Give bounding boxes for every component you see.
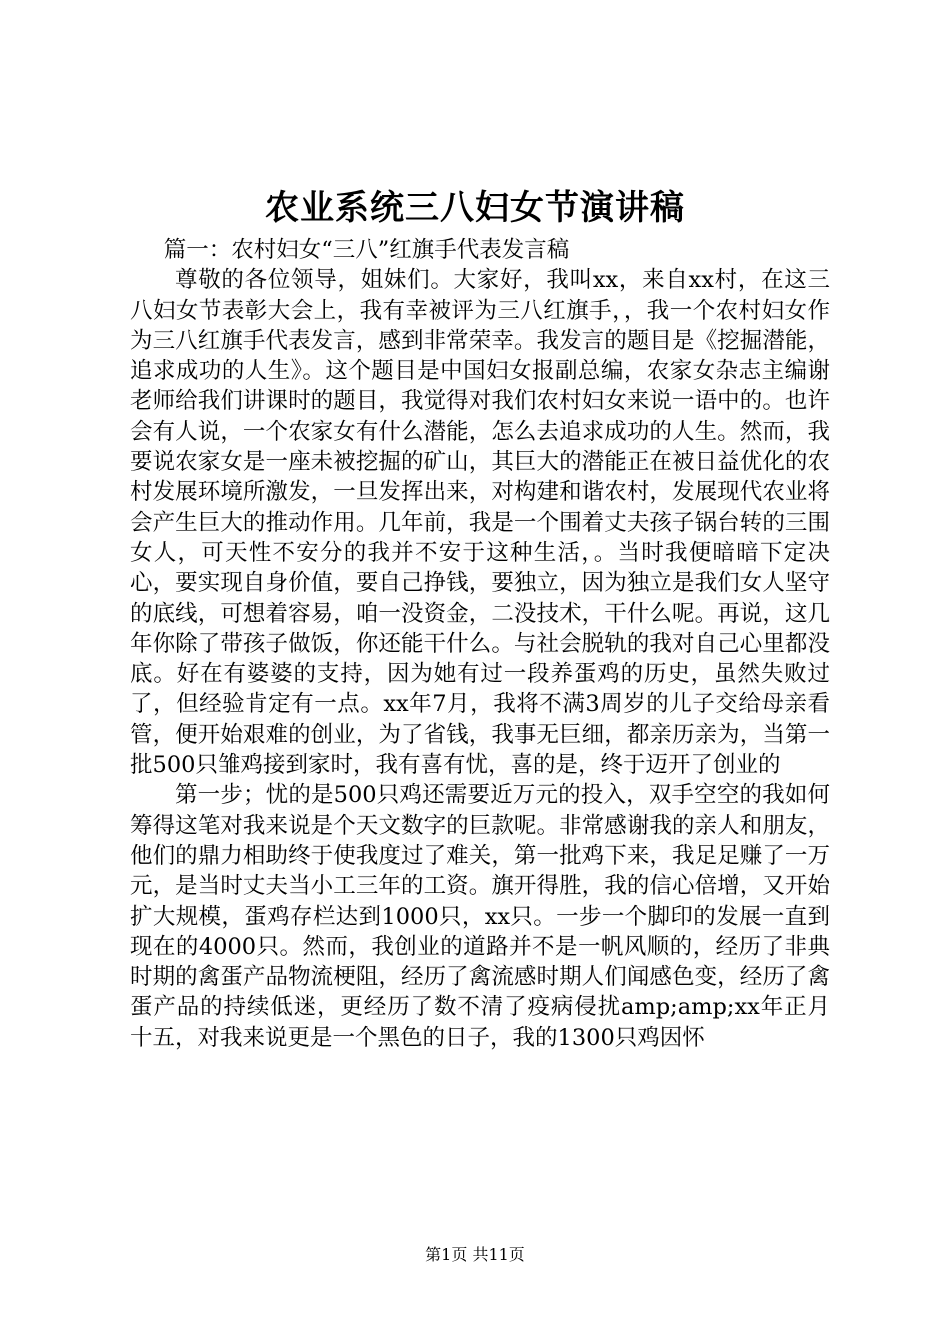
document-title: 农业系统三八妇女节演讲稿 bbox=[265, 188, 685, 228]
page-footer: 第1页 共11页 bbox=[425, 1245, 525, 1264]
body-paragraph: 第一步；忧的是500只鸡还需要近万元的投入，双手空空的我如何筹得这笔对我来说是个天文数字的巨款呢。非常感谢我的亲人和朋友，他们的鼎力相助终于使我度过了难关，第一批鸡下来，我足足赚了一万元，是当时丈夫当小工三年的工资。旗开得胜，我的信心倍增，又开始扩大规模，蛋鸡存栏达到1000只，xx只。一步一个脚印的发展一直到现在的4000只。然而，我创业的道路并不是一帆风顺的，经历了非典时期的禽蛋产品物流梗阻，经历了禽流感时期人们闻感色变，经历了禽蛋产品的持续低迷，更经历了数不清了疫病侵扰amp;amp;xx年正月十五，对我来说更是一个黑色的日子，我的1300只鸡因怀 bbox=[130, 782, 830, 1051]
document-body bbox=[130, 235, 830, 1053]
body-paragraph: 尊敬的各位领导，姐妹们。大家好，我叫xx，来自xx村，在这三八妇女节表彰大会上，我有幸被评为三八红旗手，，我一个农村妇女作为三八红旗手代表发言，感到非常荣幸。我发言的题目是《挖掘潜能，追求成功的人生》。这个题目是中国妇女报副总编，农家女杂志主编谢老师给我们讲课时的题目，我觉得对我们农村妇女来说一语中的。也许会有人说，一个农家女有什么潜能，怎么去追求成功的人生。然而，我要说农家女是一座未被挖掘的矿山，其巨大的潜能正在被日益优化的农村发展环境所激发，一旦发挥出来，对构建和谐农村，发展现代农业将会产生巨大的推动作用。几年前，我是一个围着丈夫孩子锅台转的三围女人，可天性不安分的我并不安于这种生活，。当时我便暗暗下定决心，要实现自身价值，要自己挣钱，要独立，因为独立是我们女人坚守的底线，可想着容易，咱一没资金，二没技术，干什么呢。再说，这几年你除了带孩子做饭，你还能干什么。与社会脱轨的我对自己心里都没底。好在有婆婆的支持，因为她有过一段养蛋鸡的历史，虽然失败过了，但经验肯定有一点。xx年7月，我将不满3周岁的儿子交给母亲看管，便开始艰难的创业，为了省钱，我事无巨细，都亲历亲为，当第一批500只雏鸡接到家时，我有喜有忧，喜的是，终于迈开了创业的 bbox=[130, 267, 830, 779]
section-heading: 篇一：农村妇女“三八”红旗手代表发言稿 bbox=[163, 237, 570, 263]
